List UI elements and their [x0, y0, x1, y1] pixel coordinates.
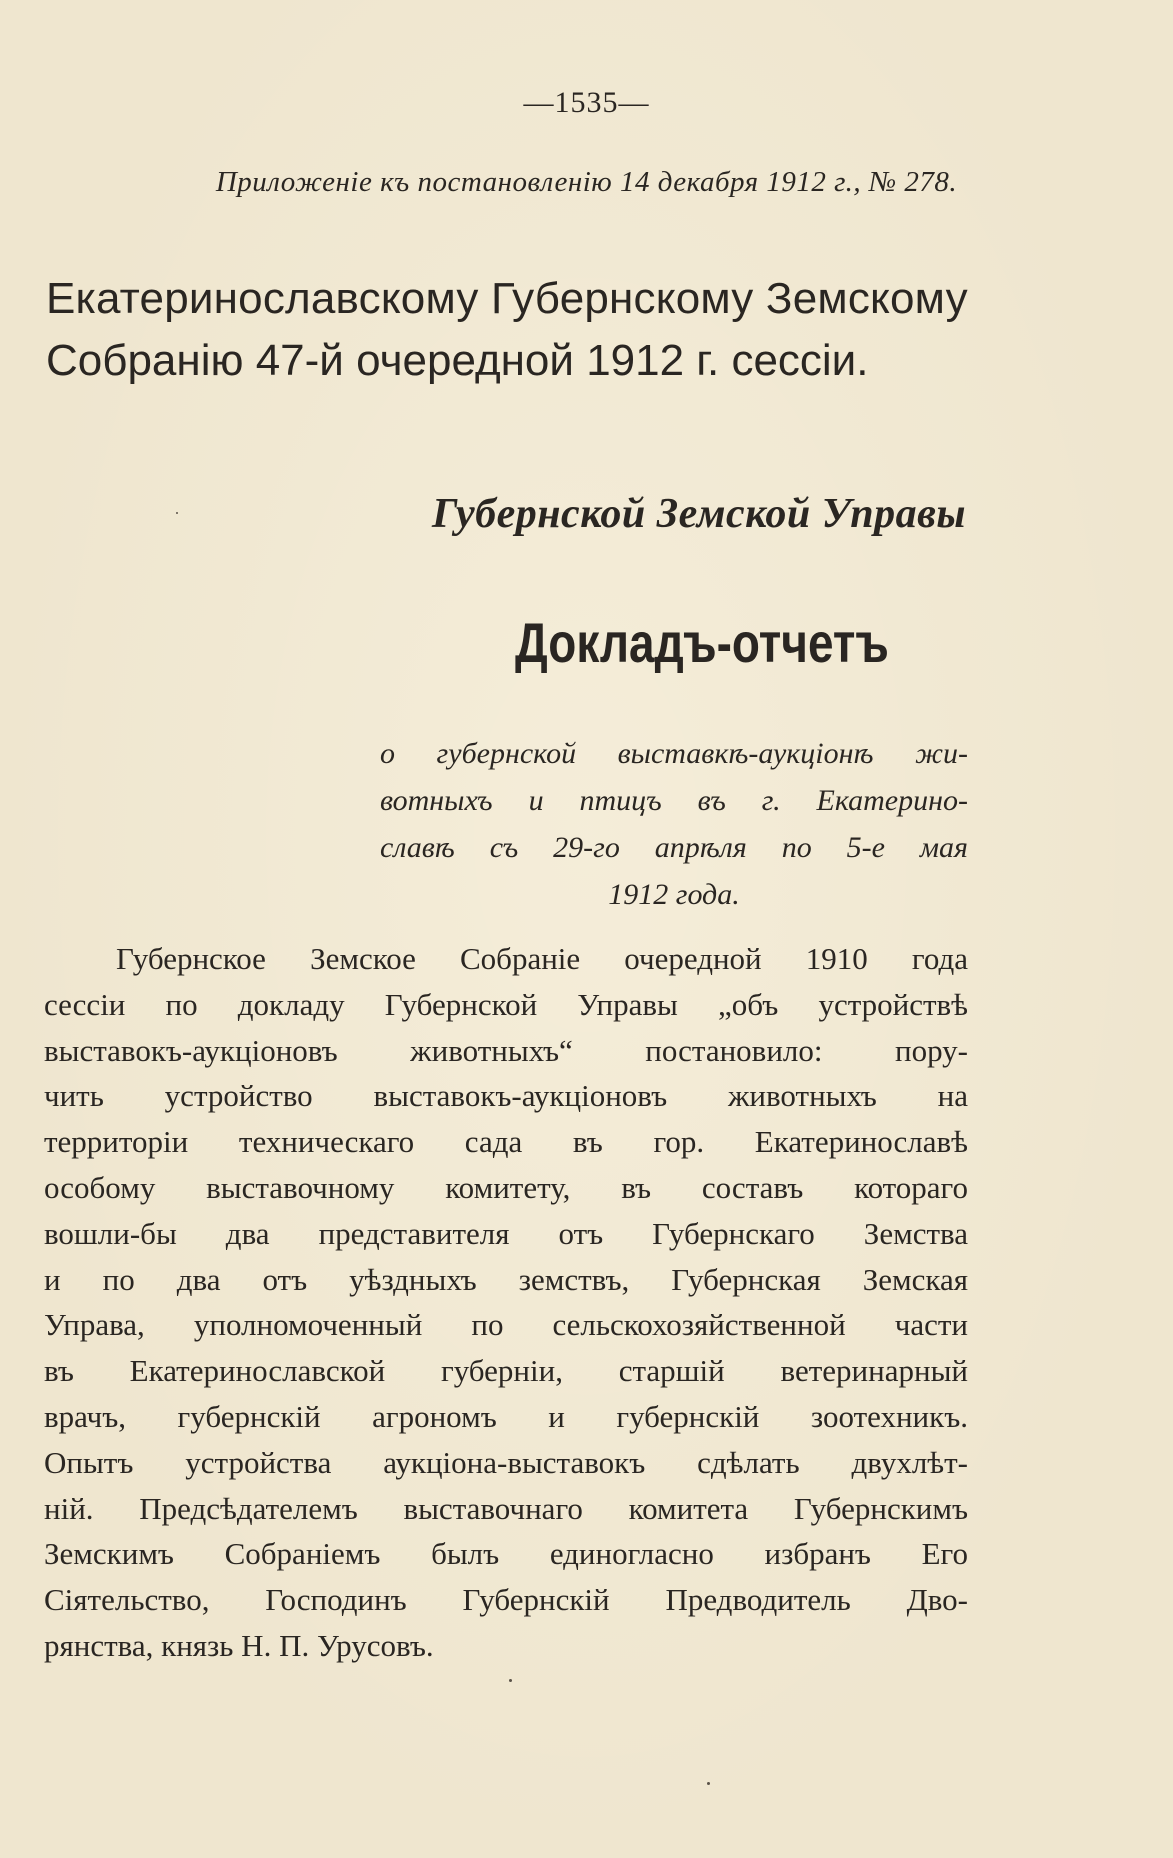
report-title: Докладъ-отчетъ — [515, 611, 889, 674]
body-line: Сіятельство, Господинъ Губернскій Предводитель Дво- — [44, 1582, 968, 1618]
subject-line: вотныхъ и птицъ въ г. Екатерино- — [380, 784, 968, 817]
body-paragraph — [44, 936, 968, 1669]
body-line: Земскимъ Собраніемъ былъ единогласно избранъ Его — [44, 1536, 968, 1572]
heading-text-1: Екатеринославскому Губернскому Земскому — [46, 274, 968, 323]
ink-speck — [707, 1782, 710, 1785]
body-line: вошли-бы два представителя отъ Губернскаго Земства — [44, 1215, 968, 1251]
ink-speck — [509, 1679, 512, 1682]
body-line: сессіи по докладу Губернской Управы „объ устройствѣ — [44, 986, 968, 1022]
body-line: Губернское Земское Собраніе очередной 1910 года — [116, 941, 968, 976]
body-line: чить устройство выставокъ-аукціоновъ животныхъ на — [44, 1078, 968, 1114]
authority-title: Губернской Земской Управы — [431, 491, 966, 537]
body-line: выставокъ-аукціоновъ животныхъ“ постановило: пору- — [44, 1032, 968, 1068]
heading-line-2 — [46, 328, 966, 394]
body-line: врачъ, губернскій агрономъ и губернскій зоотехникъ. — [44, 1398, 968, 1434]
body-line: особому выставочному комитету, въ составъ котораго — [44, 1169, 968, 1205]
subject-line: славѣ съ 29-го апрѣля по 5-е мая — [380, 831, 968, 864]
body-line: Опытъ устройства аукціона-выставокъ сдѣлать двухлѣт- — [44, 1444, 968, 1480]
body-line: территоріи техническаго сада въ гор. Екатеринославѣ — [44, 1124, 968, 1160]
page-number: —1535— — [523, 86, 650, 119]
body-line: въ Екатеринославской губерніи, старшій ветеринарный — [44, 1353, 968, 1389]
ink-speck — [176, 512, 178, 514]
body-line: Управа, уполномоченный по сельскохозяйственной части — [44, 1307, 968, 1343]
body-line: рянства, князь Н. П. Урусовъ. — [44, 1627, 434, 1663]
report-subject — [380, 730, 968, 918]
subject-line: 1912 года. — [608, 878, 740, 911]
heading-text-2: Собранію 47-й очередной 1912 г. сессіи. — [46, 336, 869, 385]
heading-line-1 — [46, 266, 966, 332]
body-line: ній. Предсѣдателемъ выставочнаго комитета Губернскимъ — [44, 1490, 968, 1526]
subject-line: о губернской выставкѣ-аукціонѣ жи- — [380, 737, 968, 770]
appendix-note: Приложеніе къ постановленію 14 декабря 1912 г., № 278. — [215, 166, 958, 198]
body-line: и по два отъ уѣздныхъ земствъ, Губернская Земская — [44, 1261, 968, 1297]
